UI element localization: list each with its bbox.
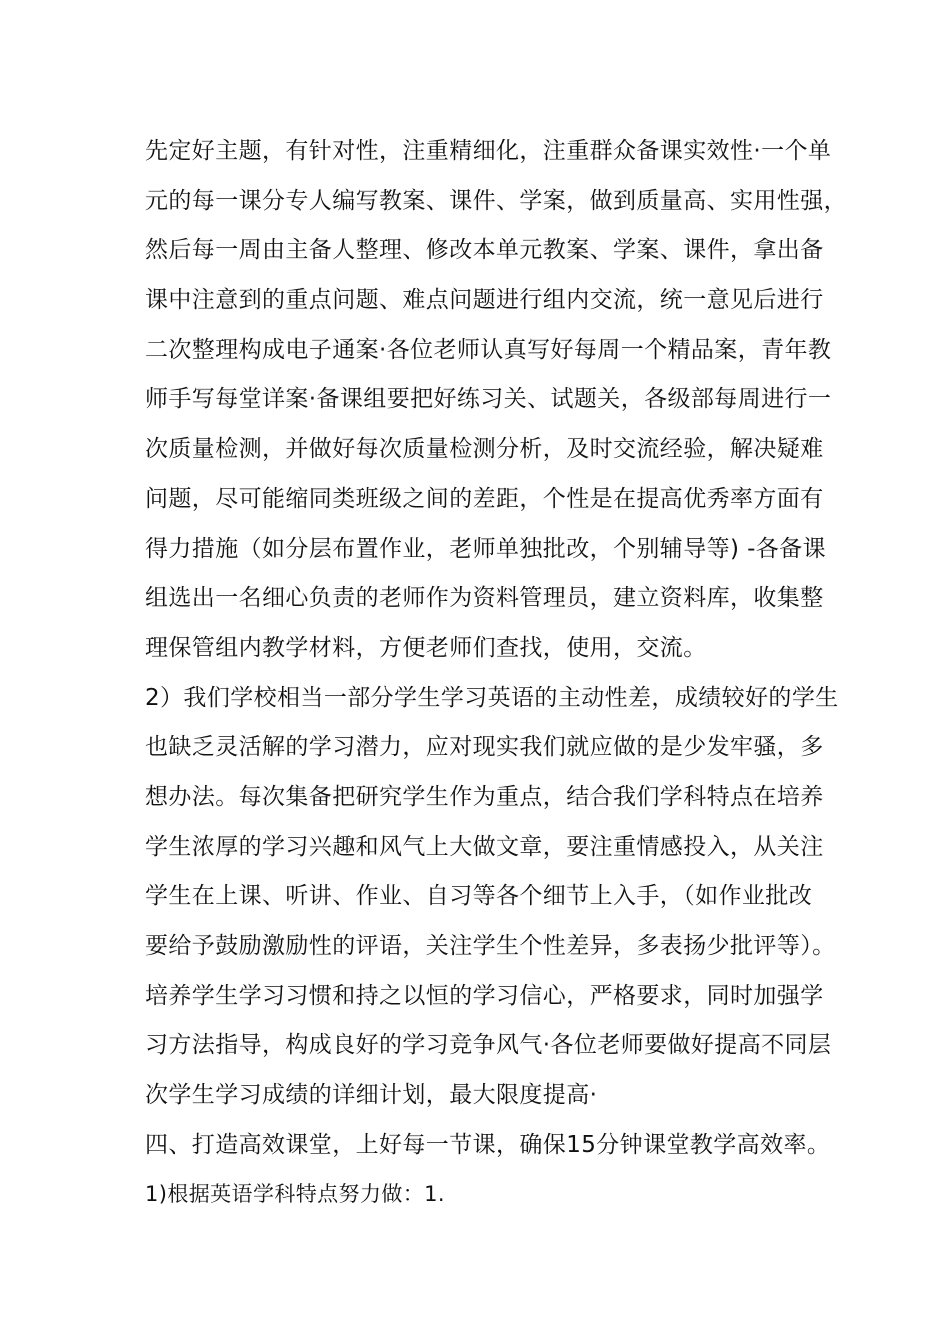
text-line-10: 组选出一名细心负责的老师作为资料管理员，建立资料库，收集整 xyxy=(145,585,824,612)
text-line-11: 理保管组内教学材料，方便老师们查找，使用，交流。 xyxy=(145,634,707,661)
text-line-8: 问题，尽可能缩同类班级之间的差距，个性是在提高优秀率方面有 xyxy=(145,485,824,512)
text-line-5: 二次整理构成电子通案·各位老师认真写好每周一个精品案，青年教 xyxy=(145,336,832,363)
text-line-7: 次质量检测，并做好每次质量检测分析，及时交流经验，解决疑难 xyxy=(145,436,824,463)
section-heading: 四、打造高效课堂，上好每一节课，确保15分钟课堂教学高效率。 xyxy=(145,1131,831,1158)
text-line-19: 习方法指导，构成良好的学习竞争风气·各位老师要做好提高不同层 xyxy=(145,1032,832,1059)
text-line-3: 然后每一周由主备人整理、修改本单元教案、学案、课件，拿出备 xyxy=(145,237,824,264)
text-line-13: 也缺乏灵活解的学习潜力，应对现实我们就应做的是少发牢骚，多 xyxy=(145,734,824,761)
text-line-22: 1)根据英语学科特点努力做：1. xyxy=(145,1182,445,1207)
text-line-4: 课中注意到的重点问题、难点问题进行组内交流，统一意见后进行 xyxy=(145,287,824,314)
text-line-18: 培养学生学习习惯和持之以恒的学习信心，严格要求，同时加强学 xyxy=(145,982,824,1009)
text-line-6: 师手写每堂详案·备课组要把好练习关、试题关，各级部每周进行一 xyxy=(145,386,832,413)
text-line-17: 要给予鼓励激励性的评语，关注学生个性差异，多表扬少批评等）。 xyxy=(145,933,836,959)
text-line-2: 元的每一课分专人编写教案、课件、学案，做到质量高、实用性强， xyxy=(145,187,847,214)
text-line-12: 2）我们学校相当一部分学生学习英语的主动性差，成绩较好的学生 xyxy=(145,684,839,711)
text-line-14: 想办法。每次集备把研究学生作为重点，结合我们学科特点在培养 xyxy=(145,783,824,810)
text-line-9: 得力措施（如分层布置作业，老师单独批改，个别辅导等) -各备课 xyxy=(145,535,826,562)
text-line-1: 先定好主题，有针对性，注重精细化，注重群众备课实效性·一个单 xyxy=(145,138,832,164)
text-line-16: 学生在上课、听讲、作业、自习等各个细节上入手，（如作业批改 xyxy=(145,883,813,910)
text-line-20: 次学生学习成绩的详细计划，最大限度提高· xyxy=(145,1082,598,1109)
document-body xyxy=(145,127,847,1220)
text-line-15: 学生浓厚的学习兴趣和风气上大做文章，要注重情感投入，从关注 xyxy=(145,833,824,860)
